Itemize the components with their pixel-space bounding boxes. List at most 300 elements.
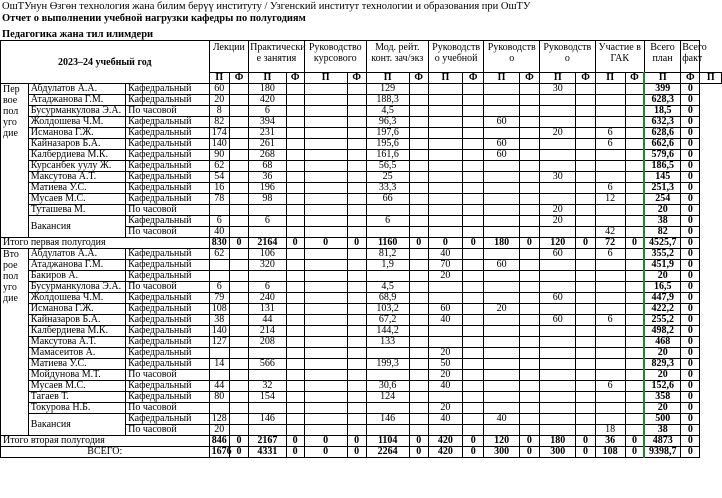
- value-cell: 62: [209, 249, 229, 260]
- fact-marker: Ф: [576, 73, 595, 84]
- value-cell: [409, 403, 428, 414]
- teacher-name: Калбердиева М.К.: [28, 326, 125, 337]
- value-cell: [519, 326, 539, 337]
- value-cell: 18: [595, 425, 625, 436]
- value-cell: [576, 315, 595, 326]
- teacher-row: [1, 315, 722, 326]
- value-cell: [625, 392, 644, 403]
- value-cell: [366, 403, 409, 414]
- value-cell: [625, 315, 644, 326]
- value-cell: [428, 95, 462, 106]
- staff-type: Кафедральный: [126, 95, 209, 106]
- value-cell: 16,5: [644, 282, 680, 293]
- value-cell: [595, 370, 625, 381]
- value-cell: 72: [595, 238, 625, 249]
- teacher-row: [1, 139, 722, 150]
- value-cell: [304, 249, 347, 260]
- value-cell: [484, 249, 519, 260]
- value-cell: 33,3: [366, 183, 409, 194]
- value-cell: 25: [366, 172, 409, 183]
- value-cell: 40: [209, 227, 229, 238]
- value-cell: 20: [540, 205, 576, 216]
- value-cell: [625, 326, 644, 337]
- value-cell: [519, 161, 539, 172]
- value-cell: 60: [540, 293, 576, 304]
- value-cell: 0: [428, 238, 462, 249]
- value-cell: 420: [428, 447, 462, 458]
- value-cell: 300: [484, 447, 519, 458]
- value-cell: [286, 304, 304, 315]
- teacher-row: [1, 403, 722, 414]
- value-cell: 79: [209, 293, 229, 304]
- value-cell: 67,2: [366, 315, 409, 326]
- value-cell: [409, 150, 428, 161]
- value-cell: [540, 282, 576, 293]
- value-cell: [229, 348, 248, 359]
- value-cell: [576, 205, 595, 216]
- teacher-name: Исманова Г.Ж.: [28, 128, 125, 139]
- value-cell: [347, 161, 366, 172]
- value-cell: [463, 139, 484, 150]
- value-cell: 20: [209, 425, 229, 436]
- value-cell: [463, 117, 484, 128]
- value-cell: 62: [209, 161, 229, 172]
- value-cell: 0: [463, 436, 484, 447]
- value-cell: 40: [428, 414, 462, 425]
- value-cell: 38: [644, 216, 680, 227]
- value-cell: [229, 381, 248, 392]
- value-cell: [347, 172, 366, 183]
- value-cell: [409, 392, 428, 403]
- value-cell: 0: [681, 359, 700, 370]
- value-cell: [625, 139, 644, 150]
- value-cell: [347, 425, 366, 436]
- value-cell: 188,3: [366, 95, 409, 106]
- value-cell: [519, 337, 539, 348]
- value-cell: 54: [209, 172, 229, 183]
- plan-marker: П: [644, 73, 680, 84]
- value-cell: [625, 216, 644, 227]
- value-cell: [286, 315, 304, 326]
- value-cell: [409, 227, 428, 238]
- value-cell: [249, 271, 286, 282]
- value-cell: [576, 282, 595, 293]
- value-cell: [576, 216, 595, 227]
- value-cell: [576, 84, 595, 95]
- value-cell: 6: [595, 139, 625, 150]
- value-cell: 0: [304, 436, 347, 447]
- value-cell: 0: [286, 238, 304, 249]
- value-cell: [229, 337, 248, 348]
- teacher-name: Абдулатов А.А.: [28, 249, 125, 260]
- value-cell: [409, 249, 428, 260]
- value-cell: [595, 403, 625, 414]
- value-cell: [519, 216, 539, 227]
- vacancy-row: [1, 414, 722, 425]
- value-cell: 846: [209, 436, 229, 447]
- value-cell: [625, 271, 644, 282]
- value-cell: [229, 282, 248, 293]
- value-cell: 0: [681, 205, 700, 216]
- value-cell: [540, 304, 576, 315]
- column-header: Лекции: [209, 41, 249, 73]
- value-cell: [366, 425, 409, 436]
- value-cell: [625, 304, 644, 315]
- value-cell: 6: [249, 282, 286, 293]
- value-cell: [625, 293, 644, 304]
- value-cell: 251,3: [644, 183, 680, 194]
- teacher-row: [1, 326, 722, 337]
- value-cell: [249, 370, 286, 381]
- value-cell: [484, 392, 519, 403]
- teacher-name: Бусурманкулова Э.А.: [28, 282, 125, 293]
- value-cell: 0: [286, 436, 304, 447]
- teacher-row: [1, 260, 722, 271]
- value-cell: [463, 326, 484, 337]
- value-cell: [304, 95, 347, 106]
- value-cell: 0: [463, 238, 484, 249]
- staff-type: Кафедральный: [126, 414, 209, 425]
- value-cell: 254: [644, 194, 680, 205]
- value-cell: [576, 337, 595, 348]
- plan-marker: П: [209, 73, 229, 84]
- value-cell: [519, 128, 539, 139]
- vacancy-label: Вакансия: [28, 414, 125, 436]
- value-cell: 0: [625, 436, 644, 447]
- plan-marker: П: [700, 73, 722, 84]
- value-cell: 0: [463, 447, 484, 458]
- value-cell: [209, 348, 229, 359]
- value-cell: [625, 249, 644, 260]
- value-cell: 8: [209, 106, 229, 117]
- value-cell: [463, 271, 484, 282]
- value-cell: [304, 348, 347, 359]
- value-cell: 128: [209, 414, 229, 425]
- value-cell: 4331: [249, 447, 286, 458]
- value-cell: 0: [681, 403, 700, 414]
- value-cell: [625, 414, 644, 425]
- value-cell: 0: [681, 370, 700, 381]
- value-cell: [229, 304, 248, 315]
- value-cell: [209, 370, 229, 381]
- value-cell: [625, 183, 644, 194]
- value-cell: [409, 414, 428, 425]
- value-cell: [484, 227, 519, 238]
- teacher-name: Максутова А.Т.: [28, 337, 125, 348]
- column-header: Всего факт: [681, 41, 700, 73]
- value-cell: 0: [347, 447, 366, 458]
- value-cell: [249, 227, 286, 238]
- value-cell: [409, 348, 428, 359]
- teacher-name: Жолдошева Ч.М.: [28, 117, 125, 128]
- plan-marker: П: [428, 73, 462, 84]
- value-cell: 195,6: [366, 139, 409, 150]
- value-cell: [576, 161, 595, 172]
- teacher-name: Мамасеитов А.: [28, 348, 125, 359]
- value-cell: 0: [286, 447, 304, 458]
- semester-total-row: [1, 238, 722, 249]
- fact-marker: Ф: [519, 73, 539, 84]
- value-cell: 255,2: [644, 315, 680, 326]
- value-cell: [229, 403, 248, 414]
- value-cell: [576, 370, 595, 381]
- value-cell: [576, 414, 595, 425]
- value-cell: [576, 293, 595, 304]
- value-cell: [484, 128, 519, 139]
- value-cell: [540, 106, 576, 117]
- semester-total-label: Итого первая полугодия: [1, 238, 210, 249]
- teacher-name: Тагаев Т.: [28, 392, 125, 403]
- value-cell: [428, 117, 462, 128]
- value-cell: [347, 392, 366, 403]
- value-cell: [229, 117, 248, 128]
- value-cell: 56,5: [366, 161, 409, 172]
- value-cell: 0: [681, 161, 700, 172]
- value-cell: 154: [249, 392, 286, 403]
- value-cell: [519, 271, 539, 282]
- value-cell: [229, 227, 248, 238]
- value-cell: 0: [681, 436, 700, 447]
- value-cell: [347, 337, 366, 348]
- value-cell: [229, 161, 248, 172]
- value-cell: [304, 139, 347, 150]
- value-cell: [428, 216, 462, 227]
- value-cell: 6: [595, 381, 625, 392]
- value-cell: 0: [681, 216, 700, 227]
- value-cell: [304, 216, 347, 227]
- value-cell: [229, 106, 248, 117]
- staff-type: Кафедральный: [126, 161, 209, 172]
- value-cell: [347, 260, 366, 271]
- value-cell: [286, 381, 304, 392]
- value-cell: 60: [428, 304, 462, 315]
- value-cell: [463, 194, 484, 205]
- value-cell: [519, 282, 539, 293]
- value-cell: [595, 161, 625, 172]
- value-cell: [463, 106, 484, 117]
- value-cell: 0: [681, 260, 700, 271]
- load-report-sheet: [0, 40, 722, 458]
- staff-type: Кафедральный: [126, 84, 209, 95]
- value-cell: [484, 84, 519, 95]
- value-cell: [625, 381, 644, 392]
- teacher-name: Курсанбек уулу Ж.: [28, 161, 125, 172]
- teacher-name: Матиева У.С.: [28, 183, 125, 194]
- value-cell: [347, 139, 366, 150]
- teacher-row: [1, 117, 722, 128]
- column-header: Руководств о: [484, 41, 540, 73]
- teacher-name: Матиева У.С.: [28, 359, 125, 370]
- value-cell: [209, 271, 229, 282]
- value-cell: 0: [409, 436, 428, 447]
- value-cell: [595, 150, 625, 161]
- teacher-name: Кайназаров Б.А.: [28, 315, 125, 326]
- value-cell: [625, 337, 644, 348]
- value-cell: [286, 106, 304, 117]
- value-cell: [484, 403, 519, 414]
- value-cell: 0: [625, 238, 644, 249]
- value-cell: 20: [428, 370, 462, 381]
- value-cell: 68: [249, 161, 286, 172]
- value-cell: 4,5: [366, 106, 409, 117]
- value-cell: [428, 205, 462, 216]
- value-cell: [409, 95, 428, 106]
- value-cell: 662,6: [644, 139, 680, 150]
- value-cell: 180: [249, 84, 286, 95]
- value-cell: [463, 370, 484, 381]
- value-cell: [595, 348, 625, 359]
- teacher-row: [1, 172, 722, 183]
- value-cell: 0: [519, 447, 539, 458]
- fact-marker: Ф: [229, 73, 248, 84]
- value-cell: [625, 161, 644, 172]
- value-cell: [625, 205, 644, 216]
- value-cell: [428, 326, 462, 337]
- value-cell: 394: [249, 117, 286, 128]
- vacancy-row: [1, 216, 722, 227]
- value-cell: 0: [681, 293, 700, 304]
- value-cell: [540, 260, 576, 271]
- value-cell: [519, 315, 539, 326]
- value-cell: [229, 260, 248, 271]
- teacher-row: [1, 370, 722, 381]
- staff-type: Кафедральный: [126, 128, 209, 139]
- value-cell: 0: [304, 447, 347, 458]
- value-cell: 127: [209, 337, 229, 348]
- value-cell: 124: [366, 392, 409, 403]
- value-cell: 36: [595, 436, 625, 447]
- value-cell: 0: [681, 194, 700, 205]
- column-header: Практически е занятия: [249, 41, 305, 73]
- value-cell: [347, 414, 366, 425]
- value-cell: [576, 106, 595, 117]
- teacher-row: [1, 249, 722, 260]
- value-cell: 70: [428, 260, 462, 271]
- value-cell: [540, 381, 576, 392]
- value-cell: 30,6: [366, 381, 409, 392]
- value-cell: 566: [249, 359, 286, 370]
- value-cell: [286, 205, 304, 216]
- value-cell: 50: [428, 359, 462, 370]
- value-cell: [347, 326, 366, 337]
- value-cell: [463, 161, 484, 172]
- value-cell: [428, 183, 462, 194]
- institute-title: ОшТУнун Өзгөн технология жана билим берүү институту / Узгенский институт технологии и образования при ОшТУ: [2, 1, 531, 12]
- value-cell: 20: [540, 216, 576, 227]
- report-title: Отчет о выполнении учебной нагрузки кафедры по полугодиям: [2, 13, 306, 24]
- value-cell: 60: [209, 84, 229, 95]
- value-cell: 0: [681, 249, 700, 260]
- grand-total-label: ВСЕГО:: [1, 447, 210, 458]
- staff-type: По часовой: [126, 282, 209, 293]
- value-cell: 261: [249, 139, 286, 150]
- value-cell: 0: [304, 238, 347, 249]
- value-cell: [409, 425, 428, 436]
- value-cell: 399: [644, 84, 680, 95]
- value-cell: 108: [595, 447, 625, 458]
- value-cell: [286, 172, 304, 183]
- vacancy-label: Вакансия: [28, 216, 125, 238]
- value-cell: [286, 161, 304, 172]
- value-cell: [540, 95, 576, 106]
- staff-type: Кафедральный: [126, 249, 209, 260]
- value-cell: [304, 117, 347, 128]
- value-cell: 146: [366, 414, 409, 425]
- value-cell: 30: [540, 172, 576, 183]
- value-cell: [576, 392, 595, 403]
- fact-marker: Ф: [347, 73, 366, 84]
- value-cell: [366, 370, 409, 381]
- value-cell: [595, 392, 625, 403]
- value-cell: 60: [484, 150, 519, 161]
- value-cell: 0: [681, 326, 700, 337]
- value-cell: [304, 425, 347, 436]
- staff-type: Кафедральный: [126, 183, 209, 194]
- value-cell: [428, 172, 462, 183]
- column-header: Мод. рейт. конт. зач/экз: [366, 41, 428, 73]
- value-cell: 174: [209, 128, 229, 139]
- value-cell: [519, 381, 539, 392]
- value-cell: [540, 183, 576, 194]
- value-cell: [625, 172, 644, 183]
- value-cell: 144,2: [366, 326, 409, 337]
- value-cell: [540, 414, 576, 425]
- staff-type: По часовой: [126, 370, 209, 381]
- teacher-name: Атаджанова Г.М.: [28, 260, 125, 271]
- semester-total-label: Итого вторая полугодия: [1, 436, 210, 447]
- value-cell: [428, 106, 462, 117]
- staff-type: Кафедральный: [126, 392, 209, 403]
- value-cell: [484, 106, 519, 117]
- value-cell: [625, 425, 644, 436]
- value-cell: [286, 227, 304, 238]
- fact-marker: Ф: [681, 73, 700, 84]
- value-cell: [209, 205, 229, 216]
- value-cell: [286, 117, 304, 128]
- teacher-row: [1, 359, 722, 370]
- value-cell: [249, 348, 286, 359]
- value-cell: [286, 370, 304, 381]
- value-cell: [519, 370, 539, 381]
- value-cell: 0: [681, 414, 700, 425]
- staff-type: Кафедральный: [126, 326, 209, 337]
- value-cell: 451,9: [644, 260, 680, 271]
- value-cell: [347, 403, 366, 414]
- value-cell: 197,6: [366, 128, 409, 139]
- value-cell: [409, 139, 428, 150]
- value-cell: 20: [484, 304, 519, 315]
- value-cell: [304, 194, 347, 205]
- value-cell: 90: [209, 150, 229, 161]
- value-cell: 2164: [249, 238, 286, 249]
- value-cell: 129: [366, 84, 409, 95]
- value-cell: 420: [249, 95, 286, 106]
- value-cell: [463, 392, 484, 403]
- staff-type: Кафедральный: [126, 216, 209, 227]
- value-cell: [409, 337, 428, 348]
- value-cell: [304, 183, 347, 194]
- value-cell: [428, 139, 462, 150]
- value-cell: [463, 304, 484, 315]
- value-cell: [519, 227, 539, 238]
- value-cell: [229, 315, 248, 326]
- value-cell: [347, 150, 366, 161]
- value-cell: [409, 84, 428, 95]
- value-cell: 80: [209, 392, 229, 403]
- value-cell: [286, 403, 304, 414]
- value-cell: [576, 425, 595, 436]
- value-cell: [286, 150, 304, 161]
